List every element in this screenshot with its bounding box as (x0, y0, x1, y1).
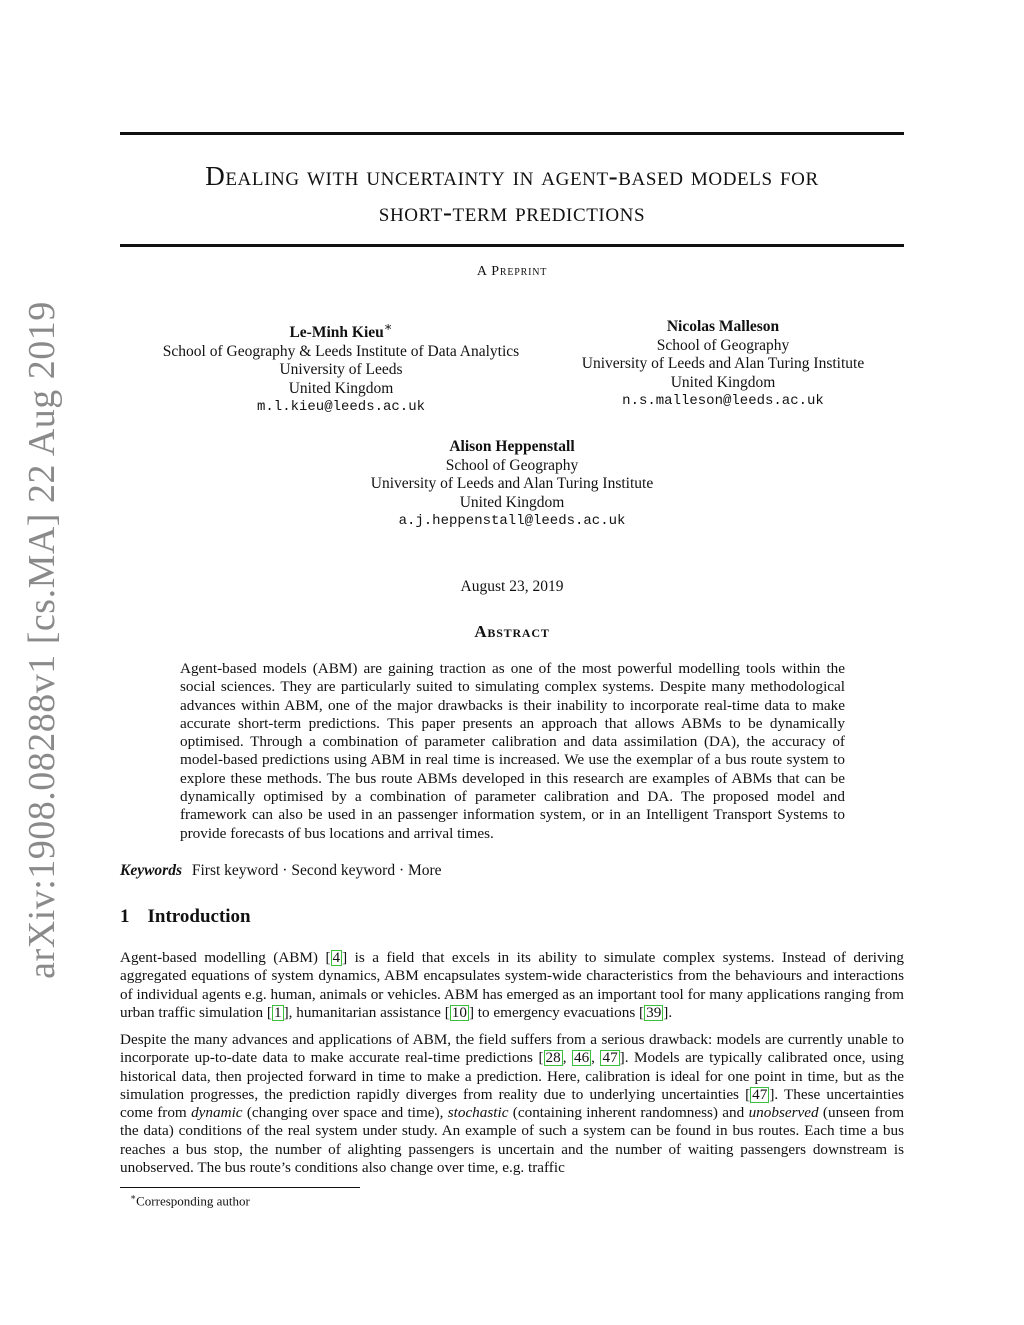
citation-link[interactable]: 46 (573, 1049, 590, 1067)
title-rule-bottom (120, 244, 904, 247)
author-country: United Kingdom (288, 379, 394, 397)
title-line-2: short-term predictions (378, 197, 646, 227)
arxiv-stamp (12, 301, 72, 979)
author-institution: University of Leeds and Alan Turing Institute (581, 355, 865, 372)
citation-link[interactable]: 4 (332, 949, 341, 966)
author-block-2 (560, 318, 886, 411)
footnote (130, 1192, 250, 1209)
author-country: United Kingdom (459, 493, 565, 511)
preprint-label: A Preprint (476, 264, 548, 279)
text-run: is a field that excels in its ability to simulate complex systems. Instead of deriving aggregated equations of system dynamics, ABM encapsulates system-wide characteristics from the behaviours and interactions of individual agents e.g. human, animals or vehicles. ABM has emerged as an important tool for many applications ranging from urban traffic simulation (120, 949, 904, 1021)
author-footnote-marker: ∗ (383, 319, 393, 334)
emphasis: unobserved (748, 1104, 819, 1122)
title-rule-top (120, 132, 904, 135)
footnote-rule (120, 1187, 360, 1188)
author-name: Nicolas Malleson (666, 318, 780, 335)
footnote-marker: ∗ (130, 1192, 137, 1202)
intro-paragraph-1: Agent-based modelling (ABM) [ 4 ] is a field that excels in its ability to simulate complex systems. Instead of deriving aggregated equations of system dynamics, ABM encapsulates system-wide characteristics from the behaviours and interactions of individual agents e.g. human, animals or vehicles. ABM has emerged as an important tool for many applications ranging from urban traffic simulation [ 1 ], humanitarian assistance [ 10 ] to emergency evacuations [ 39 ]. (120, 949, 904, 1021)
author-block-3 (320, 438, 704, 531)
intro-paragraph-2: Despite the many advances and applications of ABM, the field suffers from a serious drawback: models are currently unable to incorporate up-to-date data to make accurate real-time predictions [ 28 , 46 , 47 ]. Models are typically calibrated once, using historical data, then projected forward in time to make a prediction. Here, calibration is ideal for one point in time, but as the simulation progresses, the prediction rapidly diverges from reality due to underlying uncertainties [ 47 ]. These uncertainties come from dynamic (changing over space and time), stochastic (containing inherent randomness) and unobserved (unseen from the data) conditions of the real system under study. An example of such a system can be found in bus routes. Each time a bus reaches a bus stop, the number of alighting passengers is uncertain and the number of waiting passengers downstream is unobserved. The bus route’s conditions also change over time, e.g. traffic (120, 1031, 905, 1177)
citation-link[interactable]: 10 (451, 1003, 467, 1021)
citation-link[interactable]: 47 (752, 1085, 768, 1103)
section-title: Introduction (147, 906, 251, 927)
paper-title (120, 158, 904, 230)
text-run: Despite the many advances and applications of ABM, the field suffers from a serious drawback: models are currently unable to incorporate up-to-date data to make accurate real-time predictions (120, 1031, 904, 1067)
keywords-list: First keyword · Second keyword · More (191, 862, 442, 879)
author-affiliation: School of Geography (656, 336, 790, 354)
keywords (120, 862, 442, 880)
section-heading (120, 906, 251, 928)
citation-link[interactable]: 39 (646, 1003, 662, 1021)
citation-link[interactable]: 47 (602, 1049, 618, 1067)
text-run: (changing over space and time), (242, 1104, 448, 1122)
title-line-1: Dealing with uncertainty in agent-based models for (205, 161, 819, 191)
author-affiliation: School of Geography (445, 456, 579, 474)
abstract-text: Agent-based models (ABM) are gaining traction as one of the most powerful modelling tools within the social sciences. They are particularly suited to simulating complex systems. Despite many methodological advances within ABM, one of the major drawbacks is their inability to incorporate real-time data to make accurate short-term predictions. This paper presents an approach that allows ABMs to be dynamically optimised. Through a combination of parameter calibration and data assimilation (DA), the accuracy of model-based predictions using ABM in real time is increased. We use the exemplar of a bus route system to explore these methods. The bus route ABMs developed in this research are examples of ABMs that can be dynamically optimised by a combination of parameter calibration and DA. The proposed model and framework can also be used in an passenger information system, or in an Intelligent Transport Systems to provide forecasts of bus locations and arrival times. (180, 660, 845, 842)
paper-date: August 23, 2019 (460, 578, 564, 595)
emphasis: dynamic (191, 1104, 243, 1122)
text-run: to emergency evacuations (474, 1003, 640, 1021)
author-name: Alison Heppenstall (449, 438, 575, 455)
keywords-label: Keywords (120, 862, 182, 879)
author-country: United Kingdom (670, 373, 776, 391)
citation-link[interactable]: 28 (545, 1049, 561, 1067)
citation-link[interactable]: 1 (273, 1003, 282, 1021)
author-affiliation: School of Geography & Leeds Institute of Data Analytics (162, 342, 520, 360)
text-run: . (668, 1003, 673, 1021)
text-run: (unseen from the data) conditions of the real system under study. An example of such a system can be found in bus routes. Each time a bus reaches a bus stop, the number of alighting passengers is uncertain and the number of waiting passengers downstream is unobserved. The bus route’s conditions also change over time, e.g. traffic (120, 1104, 905, 1177)
text-run: , humanitarian assistance (288, 1003, 445, 1021)
author-email: m.l.kieu@leeds.ac.uk (256, 399, 426, 416)
author-email: n.s.malleson@leeds.ac.uk (622, 393, 824, 409)
text-run: . These uncertainties come from (120, 1085, 904, 1122)
abstract-heading: Abstract (474, 622, 550, 641)
author-institution: University of Leeds (279, 361, 403, 379)
author-name: Le-Minh Kieu (289, 324, 384, 342)
text-run: Agent-based modelling (ABM) (120, 949, 326, 966)
emphasis: stochastic (447, 1104, 509, 1122)
section-number: 1 (120, 906, 130, 927)
author-institution: University of Leeds and Alan Turing Institute (370, 475, 654, 492)
author-block-1 (120, 318, 562, 417)
text-run: . Models are typically calibrated once, using historical data, then projected forward in time to make a prediction. Here, calibration is ideal for one point in time, but as the simulation progresses, the prediction rapidly diverges from reality due to underlying uncertainties (120, 1049, 904, 1103)
author-email: a.j.heppenstall@leeds.ac.uk (398, 513, 626, 529)
footnote-text: Corresponding author (136, 1193, 250, 1209)
arxiv-id: arXiv:1908.08288v1 [cs.MA] 22 Aug 2019 (21, 301, 63, 979)
text-run: (containing inherent randomness) and (508, 1104, 749, 1122)
